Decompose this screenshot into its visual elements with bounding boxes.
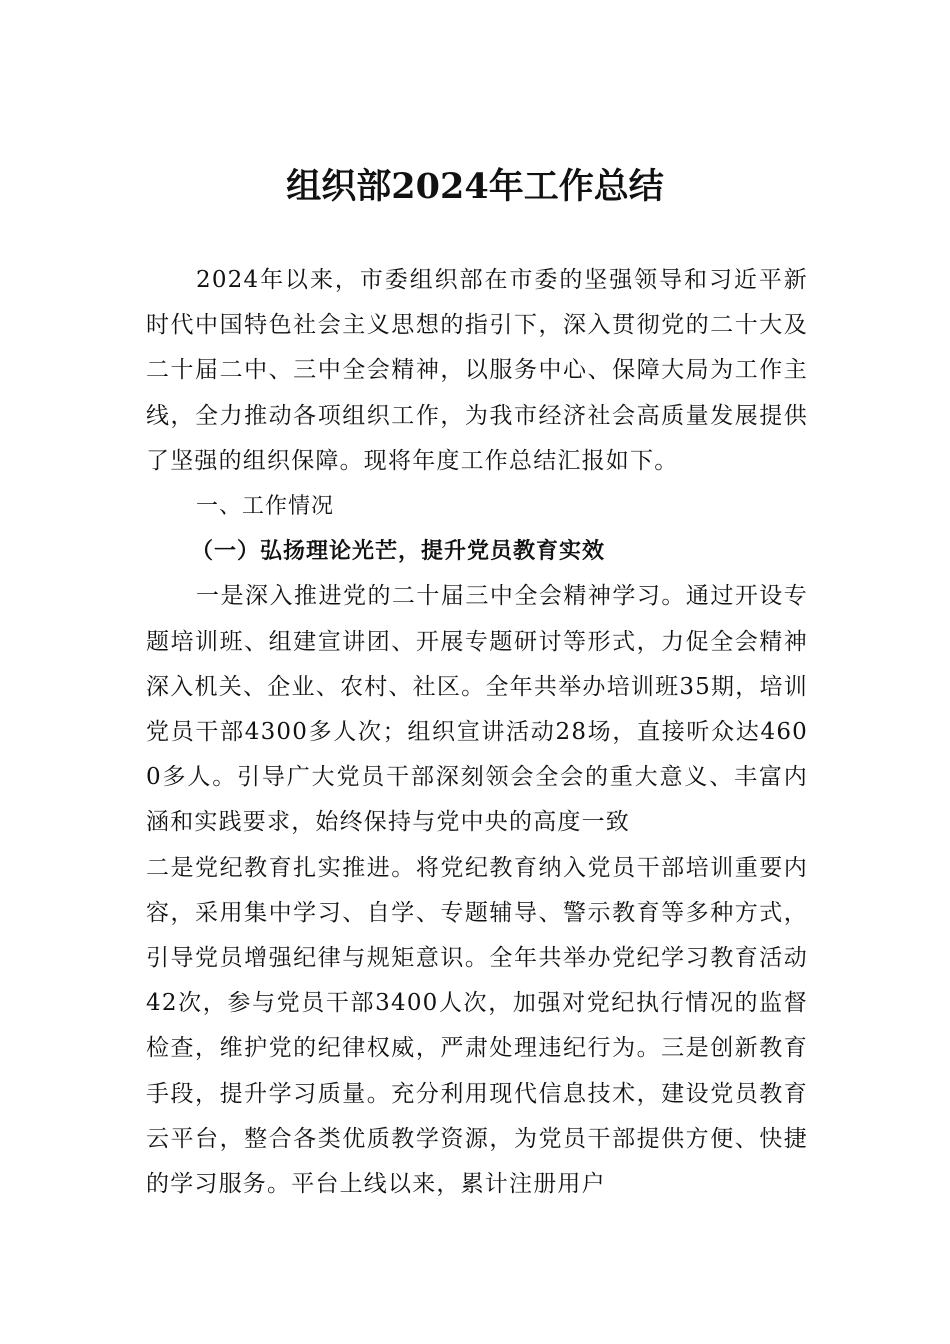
- paragraph-discipline-education: 二是党纪教育扎实推进。将党纪教育纳入党员干部培训重要内容，采用集中学习、自学、专题辅导、警示教育等多种方式，引导党员增强纪律与规矩意识。全年共举办党纪学习教育活动42次，参与党员干部3400人次，加强对党纪执行情况的监督检查，维护党的纪律权威，严肃处理违纪行为。三是创新教育手段，提升学习质量。充分利用现代信息技术，建设党员教育云平台，整合各类优质教学资源，为党员干部提供方便、快捷的学习服务。平台上线以来，累计注册用户: [146, 854, 808, 1198]
- document-body: [146, 258, 808, 1207]
- paragraph-study-plenum: 一是深入推进党的二十届三中全会精神学习。通过开设专题培训班、组建宣讲团、开展专题研讨等形式，力促全会精神深入机关、企业、农村、社区。全年共举办培训班35期，培训党员干部4300多人次；组织宣讲活动28场，直接听众达4600多人。引导广大党员干部深刻领会全会的重大意义、丰富内涵和实践要求，始终保持与党中央的高度一致: [146, 583, 808, 836]
- subsection-heading-theory: （一）弘扬理论光芒，提升党员教育实效: [191, 538, 606, 565]
- section-heading-work-status: 一、工作情况: [196, 494, 335, 520]
- document-title: 组织部2024年工作总结: [286, 166, 664, 207]
- intro-paragraph: 2024年以来，市委组织部在市委的坚强领导和习近平新时代中国特色社会主义思想的指引下，深入贯彻党的二十大及二十届二中、三中全会精神，以服务中心、保障大局为工作主线，全力推动各项组织工作，为我市经济社会高质量发展提供了坚强的组织保障。现将年度工作总结汇报如下。: [146, 267, 808, 474]
